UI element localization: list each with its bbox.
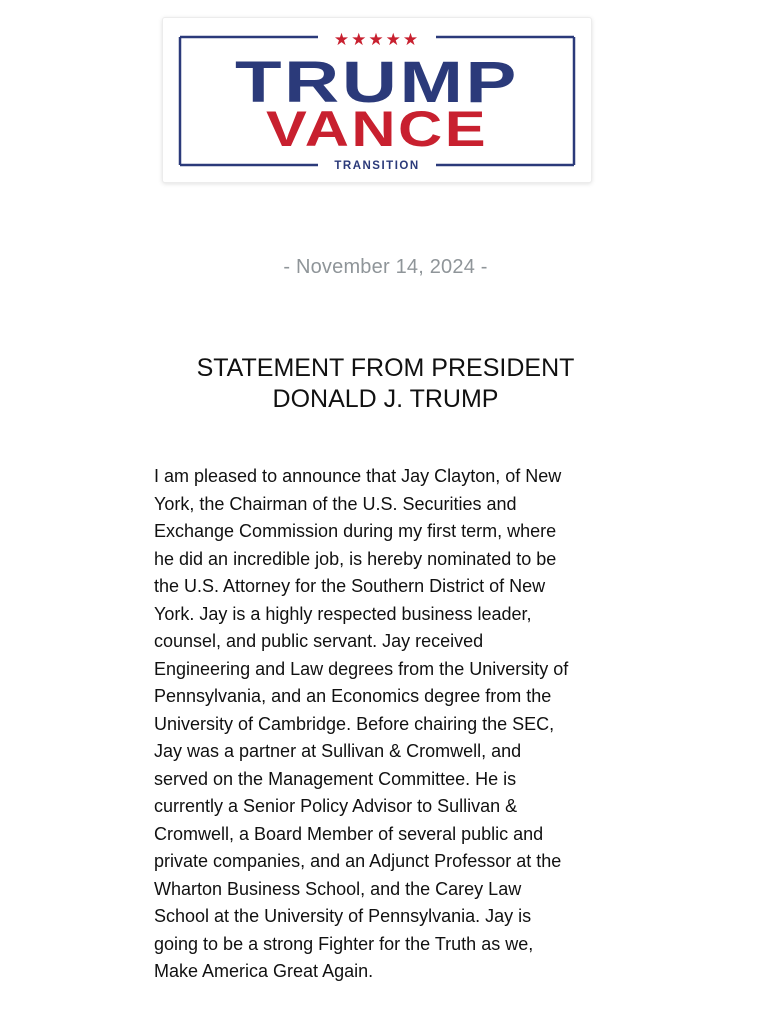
trump-vance-transition-logo [162,17,592,183]
body-line: Engineering and Law degrees from the University of [154,658,569,679]
body-line: Wharton Business School, and the Carey Law [154,878,522,899]
body-line: private companies, and an Adjunct Professor at the [154,851,562,871]
body-line: Cromwell, a Board Member of several public and [154,823,544,844]
body-line: University of Cambridge. Before chairing the SEC, [154,713,555,734]
logo-trump-word: TRUMP [235,50,519,115]
logo-graphic [163,18,591,182]
body-line: Pennsylvania, and an Economics degree from the [154,686,552,706]
body-line: Make America Great Again. [154,961,374,981]
body-line: York, the Chairman of the U.S. Securities and [154,493,517,514]
logo-vance-word: VANCE [266,101,488,157]
statement-title [0,353,771,415]
body-line: I am pleased to announce that Jay Clayton, of New [154,466,562,486]
body-line: counsel, and public servant. Jay received [154,631,484,651]
body-line: Exchange Commission during my first term, where [154,521,557,541]
body-line: York. Jay is a highly respected business leader, [154,603,532,624]
body-line: currently a Senior Policy Advisor to Sullivan & [154,796,518,816]
body-line: the U.S. Attorney for the Southern District of New [154,576,546,596]
logo-stars: ★★★★★ [333,30,421,50]
body-line: going to be a strong Fighter for the Truth as we, [154,933,534,954]
body-line: Jay was a partner at Sullivan & Cromwell, and [154,741,522,761]
statement-body [154,463,609,986]
body-line: he did an incredible job, is hereby nominated to be [154,548,557,569]
logo-transition-word: TRANSITION [334,160,420,172]
statement-title-line-1: STATEMENT FROM PRESIDENT [196,354,575,382]
body-line: served on the Management Committee. He is [154,768,517,789]
body-line: School at the University of Pennsylvania. Jay is [154,906,532,926]
release-date: - November 14, 2024 - [283,256,488,278]
statement-title-line-2: DONALD J. TRUMP [272,385,499,413]
